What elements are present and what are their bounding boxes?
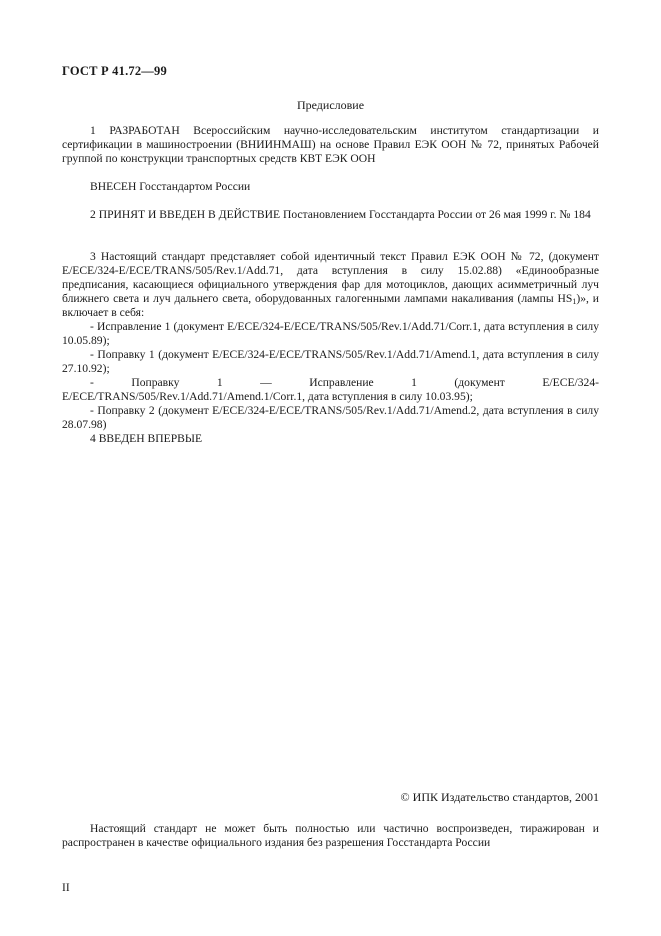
preface-paragraph-1-block — [62, 124, 599, 166]
list-item: - Поправку 2 (документ E/ECE/324-E/ECE/TRANS/505/Rev.1/Add.71/Amend.2, дата вступления в силу 28.07.98) — [62, 404, 599, 431]
introduced-paragraph: ВНЕСЕН Госстандартом России — [90, 180, 251, 193]
legal-notice: Настоящий стандарт не может быть полностью или частично воспроизведен, тиражирован и распространен в качестве официального издания без разрешения Госстандарта России — [62, 822, 599, 849]
preface-paragraph-1: 1 РАЗРАБОТАН Всероссийским научно-исследовательским институтом стандартизации и сертификации в машиностроении (ВНИИНМАШ) на основе Правил ЕЭК ООН № 72, принятых Рабочей группой по конструкции транспортных средств КВТ ЕЭК ООН — [62, 124, 599, 165]
list-item: - Поправку 1 — Исправление 1 (документ E/ECE/324-E/ECE/TRANS/505/Rev.1/Add.71/Amend.1/Corr.1, дата вступления в силу 10.03.95); — [62, 376, 599, 403]
preface-paragraph-3-block — [62, 250, 599, 432]
paragraph-3-text-a: 3 Настоящий стандарт представляет собой идентичный текст Правил ЕЭК ООН № 72, (документ E/ECE/324-E/ECE/TRANS/505/Rev.1/Add.71, дата вступления в силу 15.02.88) «Единообразные предписания, касающиеся официального утверждения фар для мотоциклов, дающих асимметричный луч ближнего света и луч дальнего света, оборудованных галогенными лампами накаливания (лампы HS — [62, 250, 599, 305]
list-item: - Исправление 1 (документ E/ECE/324-E/ECE/TRANS/505/Rev.1/Add.71/Corr.1, дата вступления в силу 10.05.89); — [62, 320, 599, 347]
preface-paragraph-2: 2 ПРИНЯТ И ВВЕДЕН В ДЕЙСТВИЕ Постановлением Госстандарта России от 26 мая 1999 г. № 184 — [90, 208, 591, 221]
preface-paragraph-2-block — [62, 208, 599, 222]
preface-paragraph-4: 4 ВВЕДЕН ВПЕРВЫЕ — [90, 432, 203, 445]
preface-paragraph-3 — [62, 250, 599, 320]
introduced-block — [62, 180, 599, 194]
page-number: II — [62, 882, 70, 894]
lamp-subscript: 1 — [572, 297, 577, 306]
standard-code-header: ГОСТ Р 41.72—99 — [62, 64, 167, 78]
legal-notice-block — [62, 822, 599, 850]
paragraph-3-text-b: )», и включает в себя: — [62, 292, 599, 319]
list-item: - Поправку 1 (документ E/ECE/324-E/ECE/TRANS/505/Rev.1/Add.71/Amend.1, дата вступления в силу 27.10.92); — [62, 348, 599, 375]
preface-title: Предисловие — [296, 98, 365, 112]
copyright-notice: © ИПК Издательство стандартов, 2001 — [400, 790, 599, 804]
preface-paragraph-4-block — [62, 432, 599, 446]
